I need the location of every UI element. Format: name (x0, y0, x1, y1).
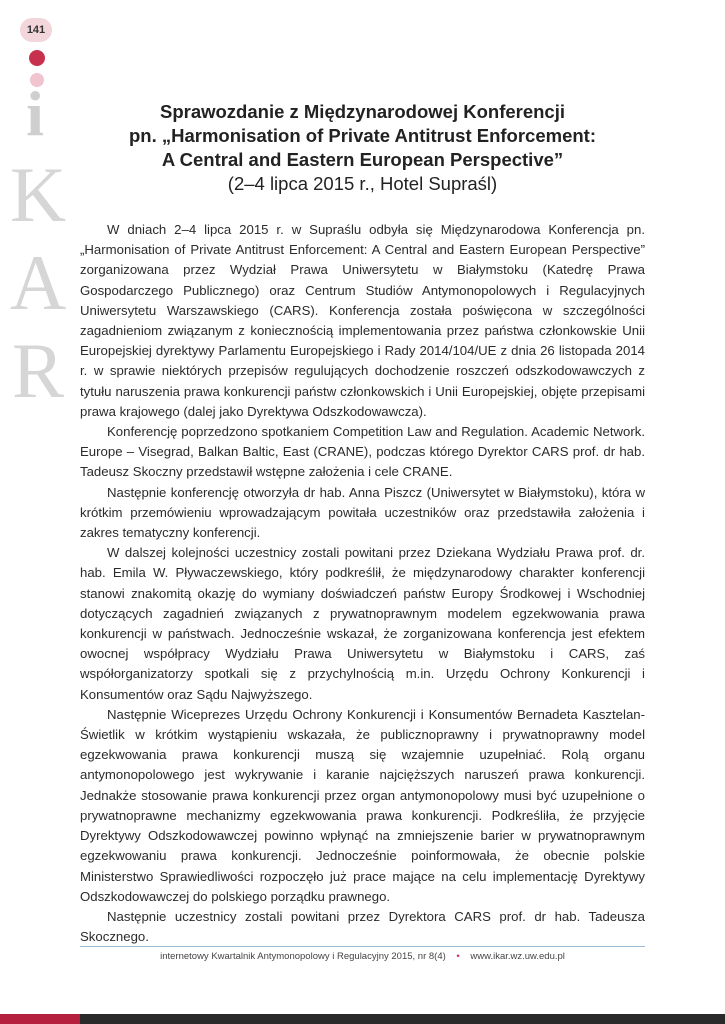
footer-url-link[interactable]: www.ikar.wz.uw.edu.pl (470, 951, 565, 962)
title-date-location: (2–4 lipca 2015 r., Hotel Supraśl) (227, 173, 498, 194)
page-number-text: 141 (26, 24, 46, 36)
page-footer (80, 951, 645, 962)
page-number (20, 18, 52, 42)
title-line-2: pn. „Harmonisation of Private Antitrust Enforcement: (129, 125, 596, 146)
footer-journal: internetowy Kwartalnik Antymonopolowy i Regulacyjny 2015, nr 8(4) (160, 951, 446, 962)
logo-letter-k: K (9, 151, 67, 238)
footer-divider (80, 946, 645, 947)
paragraph-4: W dalszej kolejności uczestnicy zostali powitani przez Dziekana Wydziału Prawa prof. dr. hab. Emila W. Pływaczewskiego, który podkreślił, że międzynarodowy charakter konferencji stanowi znakomitą okazję do wymiany doświadczeń państw Europy Środkowej i Wschodniej dotyczących zagadnień związanych z prywatnoprawnym modelem egzekwowania prawa konkurencji w państwach. Jednocześnie wskazał, że zorganizowana konferencja jest efektem owocnej współpracy Wydziału Prawa Uniwersytetu w Białymstoku i CARS, zaś współorganizatorzy spotkali się z przychylnością m.in. Urzędu Ochrony Konkurencji i Konsumentów oraz Sądu Najwyższego. (80, 545, 645, 702)
logo-letter-i: i (26, 78, 44, 149)
logo-letter-r: R (11, 327, 65, 414)
ikar-vertical-logo (0, 78, 76, 414)
paragraph-1: W dniach 2–4 lipca 2015 r. w Supraślu odbyła się Międzynarodowa Konferencja pn. „Harmonisation of Private Antitrust Enforcement: A Central and Eastern European Perspective” zorganizowana przez Wydział Prawa Uniwersytetu w Białymstoku (Katedrę Prawa Gospodarczego Publicznego) oraz Centrum Studiów Antymonopolowych i Regulacyjnych Uniwersytetu Warszawskiego (CARS). Konferencja została poświęcona w szczególności zagadnieniom związanym z koniecznością implementowania przez państwa członkowskie Unii Europejskiej dyrektywy Parlamentu Europejskiego i Rady 2014/104/UE z dnia 26 listopada 2014 r. w sprawie niektórych przepisów regulujących dochodzenie roszczeń odszkodowawczych z tytułu naruszenia prawa konkurencji państw członkowskich i Unii Europejskiej, objęte przepisami prawa krajowego (dalej jako Dyrektywa Odszkodowawcza). (80, 222, 645, 419)
paragraph-2: Konferencję poprzedzono spotkaniem Competition Law and Regulation. Academic Network. Europe – Visegrad, Balkan Baltic, East (CRANE), podczas którego Dyrektor CARS prof. dr hab. Tadeusz Skoczny przedstawił wstępne założenia i cele CRANE. (80, 424, 645, 480)
bottom-accent-bar (0, 1014, 80, 1024)
paragraph-5: Następnie Wiceprezes Urzędu Ochrony Konkurencji i Konsumentów Bernadeta Kasztelan-Świetlik w krótkim wystąpieniu wskazała, że publicznoprawny i prywatnoprawny model egzekwowania prawa konkurencji muszą się wzajemnie uzupełniać. Rolą organu antymonopolowego jest wykrywanie i karanie najcięższych naruszeń prawa konkurencji. Jednakże stosowanie prawa konkurencji przez organ antymonopolowy musi być uzupełnione o prywatnoprawne mechanizmy egzekwowania prawa konkurencji. Podkreśliła, że przyjęcie Dyrektywy Odszkodowawczej powinno wpłynąć na zmniejszenie barier w prywatnoprawnym egzekwowaniu prawa konkurencji. Jednocześnie poinformowała, że obecnie polskie Ministerstwo Sprawiedliwości rozpoczęło już prace mające na celu implementację Dyrektywy Odszkodowawczej do polskiego porządku prawnego. (80, 706, 645, 904)
logo-letter-a: A (9, 239, 67, 326)
title-line-1: Sprawozdanie z Międzynarodowej Konferencji (159, 101, 565, 122)
accent-dot-icon (29, 50, 45, 66)
paragraph-6: Następnie uczestnicy zostali powitani przez Dyrektora CARS prof. dr hab. Tadeusza Skocznego. (80, 908, 645, 945)
title-line-3: A Central and Eastern European Perspective” (161, 149, 564, 170)
bottom-dark-bar (80, 1014, 725, 1024)
paragraph-3: Następnie konferencję otworzyła dr hab. Anna Piszcz (Uniwersytet w Białymstoku), która w krótkim przemówieniu wprowadzającym powitała uczestników oraz przedstawiła założenia i zakres tematyczny konferencji. (80, 484, 645, 541)
article-title (100, 100, 625, 196)
article-body (80, 220, 645, 947)
footer-bullet-icon: • (456, 951, 460, 962)
